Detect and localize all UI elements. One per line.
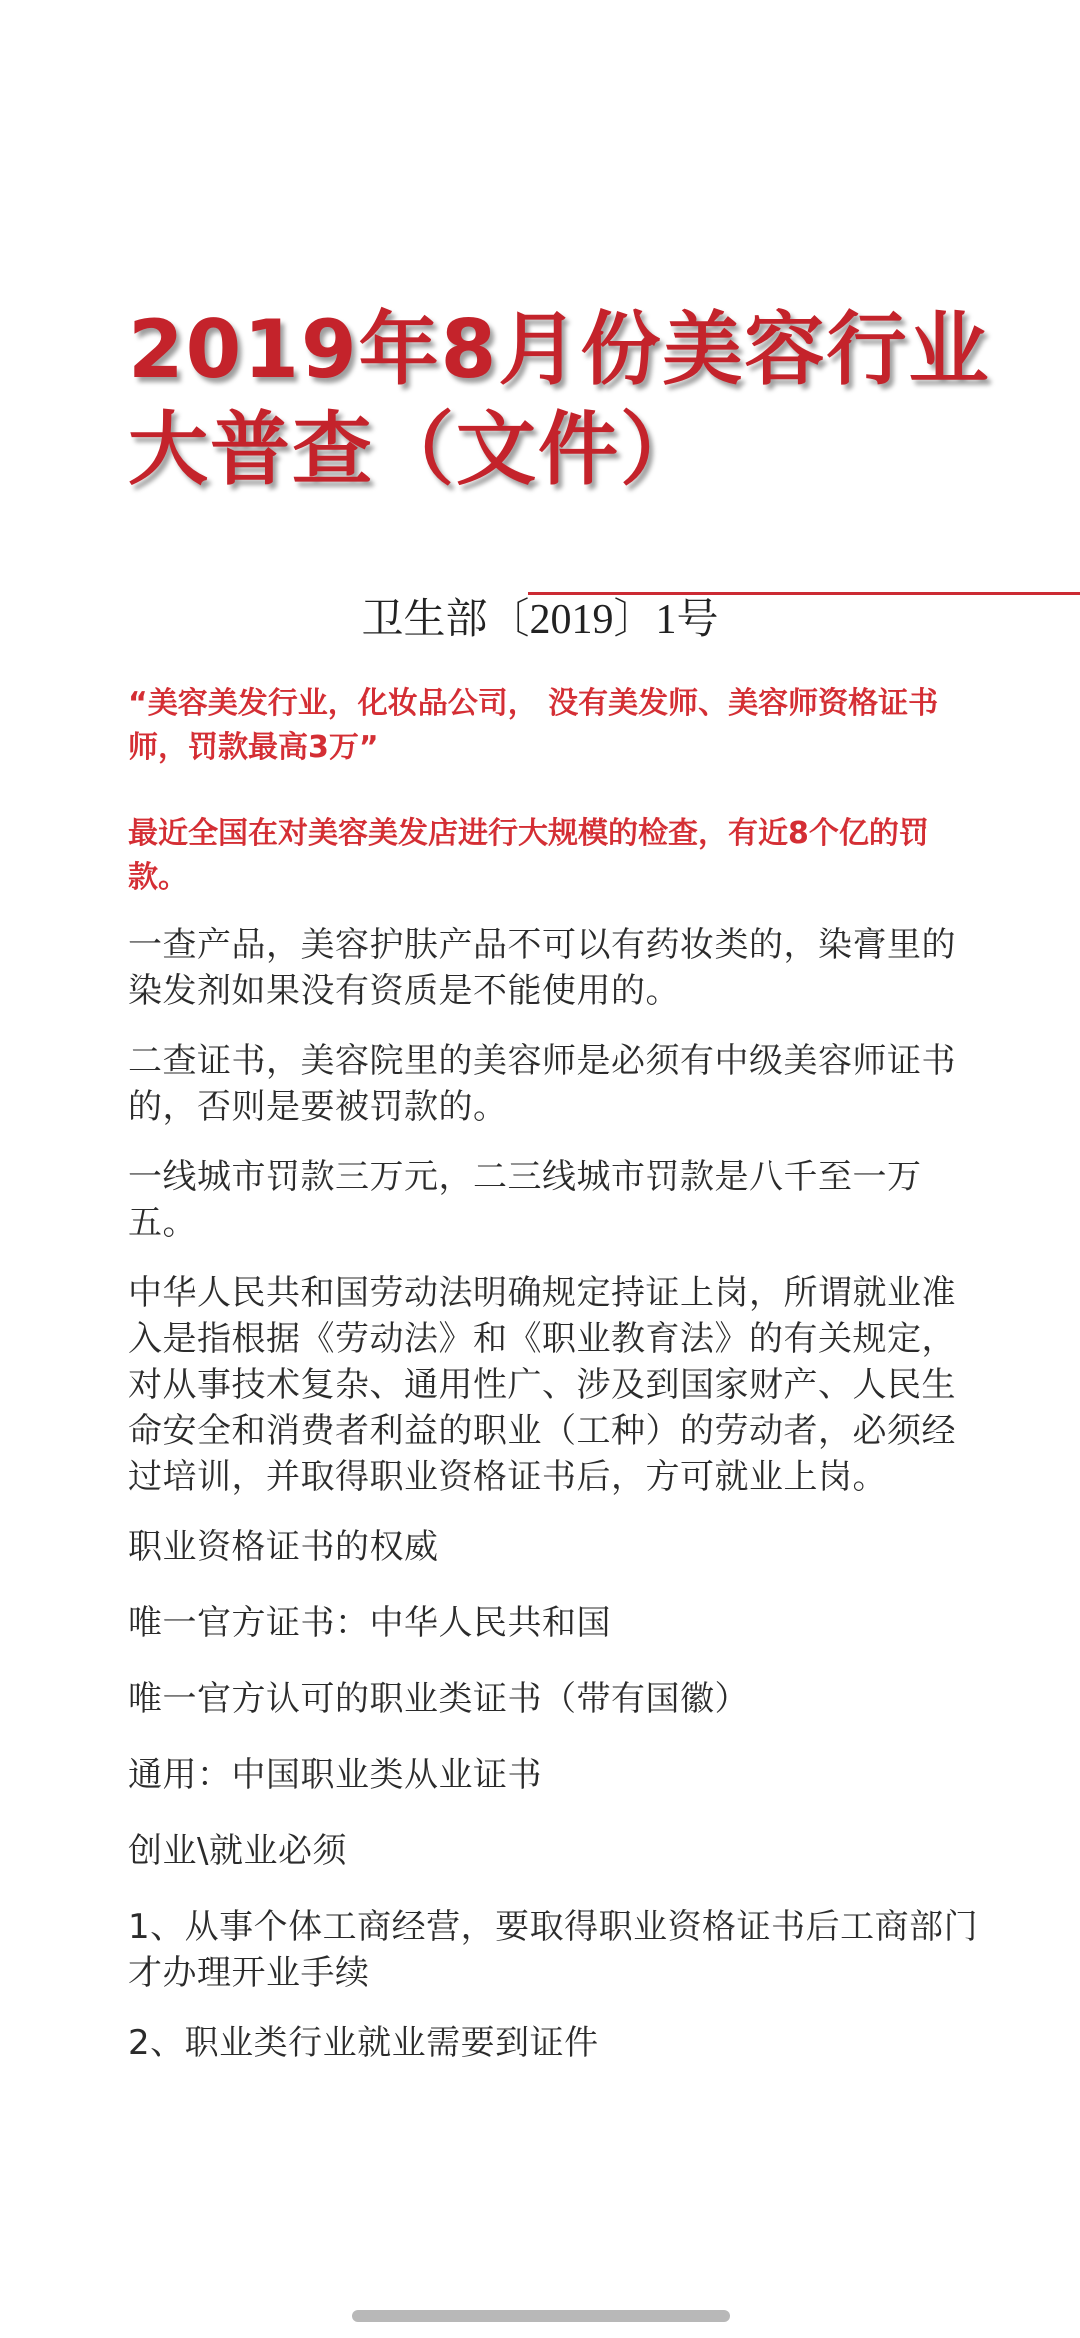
paragraph-check-products: 一查产品，美容护肤产品不可以有药妆类的，染膏里的染发剂如果没有资质是不能使用的。 <box>128 925 956 1011</box>
paragraph-item-1: 1、从事个体工商经营，要取得职业资格证书后工商部门才办理开业手续 <box>128 1907 979 1993</box>
paragraph-item-2: 2、职业类行业就业需要到证件 <box>128 2023 599 2063</box>
paragraph-labor-law: 中华人民共和国劳动法明确规定持证上岗，所谓就业准入是指根据《劳动法》和《职业教育法》的有关规定，对从事技术复杂、通用性广、涉及到国家财产、人民生命安全和消费者利益的职业（工种）的劳动者，必须经过培训，并取得职业资格证书后，方可就业上岗。 <box>128 1273 956 1497</box>
title-line-2: 大普查（文件） <box>128 403 702 496</box>
paragraph-check-certificates: 二查证书，美容院里的美容师是必须有中级美容师证书的，否则是要被罚款的。 <box>128 1041 956 1127</box>
document-number: 卫生部〔2019〕1号 <box>361 597 719 643</box>
paragraph-general-certificate: 通用：中国职业类从业证书 <box>128 1755 542 1795</box>
title-line-1: 2019年8月份美容行业 <box>128 303 991 396</box>
paragraph-official-certificate: 唯一官方证书：中华人民共和国 <box>128 1603 611 1643</box>
paragraph-startup-requirement: 创业\就业必须 <box>128 1831 347 1871</box>
highlight-quote: “美容美发行业，化妆品公司， 没有美发师、美容师资格证书师，罚款最高3万” <box>128 686 939 765</box>
paragraph-fines: 一线城市罚款三万元，二三线城市罚款是八千至一万五。 <box>128 1157 922 1243</box>
home-indicator[interactable] <box>352 2310 730 2322</box>
highlight-lead: 最近全国在对美容美发店进行大规模的检查，有近8个亿的罚款。 <box>128 816 929 895</box>
paragraph-national-emblem: 唯一官方认可的职业类证书（带有国徽） <box>128 1679 749 1719</box>
body-text <box>128 922 988 2090</box>
document-title <box>128 300 1028 500</box>
paragraph-authority-heading: 职业资格证书的权威 <box>128 1527 439 1567</box>
